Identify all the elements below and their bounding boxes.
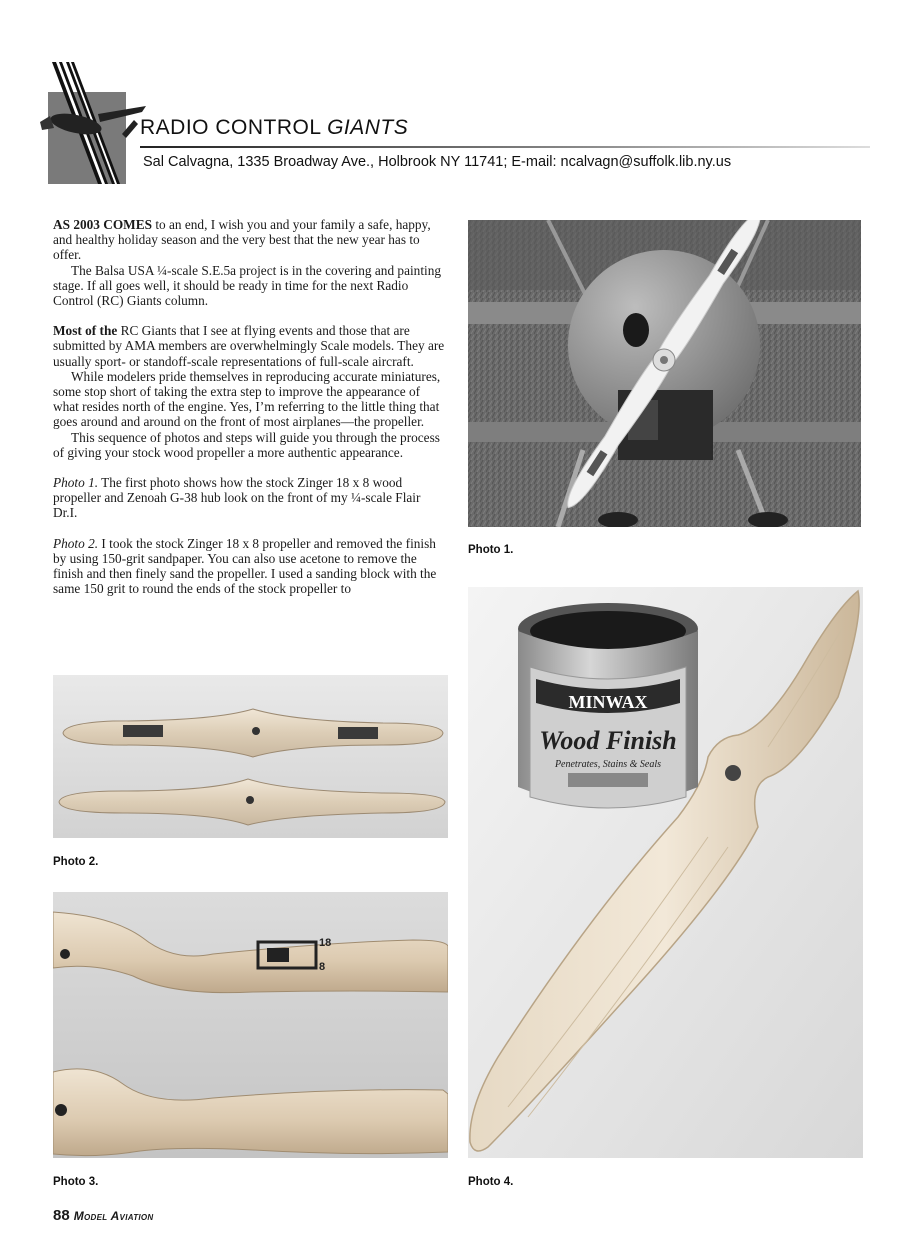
column-logo: [38, 62, 148, 184]
page-number: 88: [53, 1207, 70, 1224]
magazine-name: Model Aviation: [73, 1209, 154, 1223]
photo-2: [53, 675, 448, 838]
photo-1: [468, 220, 861, 527]
paragraph-7: Photo 2. I took the stock Zinger 18 x 8 propeller and removed the finish by using 150-grit sandpaper. You can also use acetone to remove the finish and then finely sand the propeller. I used a sanding block with the same 150 grit to round the ends of the stock propeller to: [53, 535, 437, 597]
page-footer: [53, 1207, 154, 1225]
can-brand: MINWAX: [568, 692, 648, 712]
photo-4-caption: Photo 4.: [468, 1176, 514, 1188]
header-rule: [140, 146, 870, 148]
photo-4: [468, 587, 863, 1158]
decal-pitch: 8: [319, 961, 326, 973]
paragraph-2: The Balsa USA ¼-scale S.E.5a project is in the covering and painting stage. If all goes well, it should be ready in time for the next Radio Control (RC) Giants column.: [53, 262, 442, 309]
paragraph-6: Photo 1. The first photo shows how the stock Zinger 18 x 8 wood propeller and Zenoah G-38 hub look on the front of my ¼-scale Flair Dr.I.: [53, 475, 421, 521]
photo-2-caption: Photo 2.: [53, 856, 99, 868]
paragraph-3: Most of the RC Giants that I see at flying events and those that are submitted by AMA members are overwhelmingly Scale models. They are usually sport- or standoff-scale representations of full-scale aircraft.: [53, 323, 445, 369]
can-tagline: Penetrates, Stains & Seals: [554, 759, 662, 770]
author-contact-line: Sal Calvagna, 1335 Broadway Ave., Holbrook NY 11741; E-mail: ncalvagn@suffolk.lib.ny.us: [143, 154, 732, 170]
paragraph-5: This sequence of photos and steps will guide you through the process of giving your stock wood propeller a more authentic appearance.: [53, 429, 440, 460]
photo-1-caption: Photo 1.: [468, 544, 514, 556]
article-body: [53, 217, 448, 596]
photo-3-caption: Photo 3.: [53, 1176, 99, 1188]
paragraph-4: While modelers pride themselves in reproducing accurate miniatures, some stop short of taking the extra step to improve the appearance of what resides north of the engine. Yes, I’m referring to the little thing that goes around and around on the front of most airplanes—the propeller.: [53, 368, 441, 430]
decal-pitch-diameter: 18: [319, 937, 332, 949]
column-title: RADIO CONTROL GIANTS: [140, 116, 409, 139]
paragraph-1: AS 2003 COMES to an end, I wish you and your family a safe, happy, and healthy holiday season and the very best that the new year has to offer.: [53, 217, 431, 263]
photo-3: [53, 892, 448, 1158]
can-product: Wood Finish: [539, 726, 677, 755]
